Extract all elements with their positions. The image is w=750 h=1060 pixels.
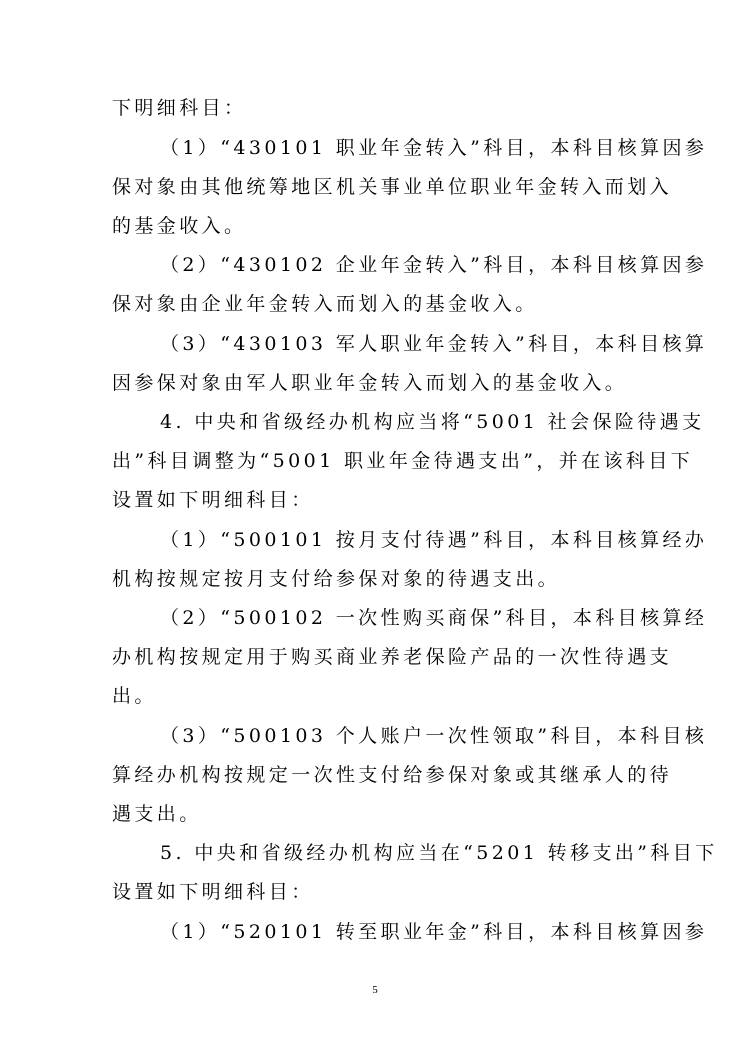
- text-line: （1）“430101 职业年金转入”科目，本科目核算因参: [160, 137, 708, 159]
- text-line: 出。: [112, 685, 157, 707]
- text-line: 机构按规定按月支付给参保对象的待遇支出。: [112, 568, 561, 590]
- text-line: 设置如下明细科目：: [112, 881, 314, 903]
- text-line: 下明细科目：: [112, 97, 247, 119]
- text-line: （1）“500101 按月支付待遇”科目，本科目核算经办: [160, 529, 708, 551]
- text-line: 4. 中央和省级经办机构应当将“5001 社会保险待遇支: [160, 411, 705, 433]
- text-line: （2）“430102 企业年金转入”科目，本科目核算因参: [160, 254, 708, 276]
- text-line: （3）“500103 个人账户一次性领取”科目，本科目核: [160, 725, 708, 747]
- text-line: 5. 中央和省级经办机构应当在“5201 转移支出”科目下: [160, 842, 718, 864]
- text-line: 算经办机构按规定一次性支付给参保对象或其继承人的待: [112, 764, 673, 786]
- text-line: （1）“520101 转至职业年金”科目，本科目核算因参: [160, 921, 708, 943]
- page-number: 5: [372, 984, 378, 996]
- text-line: （2）“500102 一次性购买商保”科目，本科目核算经: [160, 607, 708, 629]
- text-line: 出”科目调整为“5001 职业年金待遇支出”，并在该科目下: [112, 450, 694, 472]
- text-line: 保对象由其他统筹地区机关事业单位职业年金转入而划入: [112, 176, 673, 198]
- text-line: 遇支出。: [112, 803, 202, 825]
- text-line: 办机构按规定用于购买商业养老保险产品的一次性待遇支: [112, 646, 673, 668]
- text-line: （3）“430103 军人职业年金转入”科目，本科目核算: [160, 333, 708, 355]
- text-line: 保对象由企业年金转入而划入的基金收入。: [112, 293, 538, 315]
- text-line: 设置如下明细科目：: [112, 489, 314, 511]
- text-line: 的基金收入。: [112, 215, 247, 237]
- text-line: 因参保对象由军人职业年金转入而划入的基金收入。: [112, 372, 628, 394]
